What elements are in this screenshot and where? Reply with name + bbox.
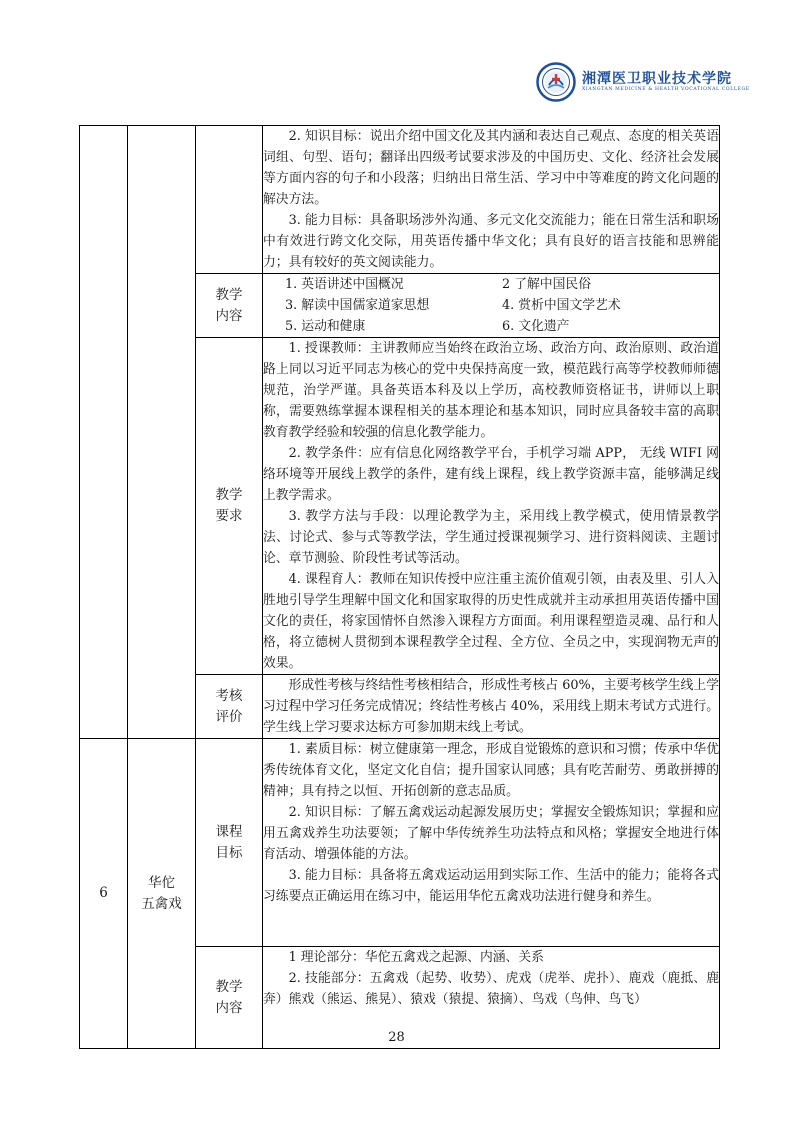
list-item: 2 了解中国民俗: [502, 277, 591, 292]
list-item: 5. 运动和健康: [285, 319, 366, 334]
table-row: [80, 739, 720, 947]
school-name-english: XIANGTAN MEDICINE & HEALTH VOCATIONAL COLLEGE: [582, 87, 750, 92]
row5-goal-label-cell: [196, 126, 263, 274]
goal-paragraph: 2. 知识目标：了解五禽戏运动起源发展历史；掌握安全锻炼知识；掌握和应用五禽戏养生功法要领；了解中华传统养生功法特点和风格；掌握安全地进行体育活动、增强体能的方法。: [263, 805, 719, 862]
row6-number: 6: [80, 739, 128, 1049]
row5-content-cell: [263, 274, 720, 338]
row5-assessment-cell: [263, 675, 720, 739]
assessment-label: 考核评价: [196, 675, 263, 739]
row6-goal-cell: [263, 739, 720, 947]
requirement-paragraph: 3. 教学方法与手段：以理论教学为主，采用线上教学模式，使用情景教学法、讨论式、参与式等教学法，学生通过授课视频学习、进行资料阅读、主题讨论、章节测验、阶段性考试等活动。: [263, 509, 719, 566]
goal-paragraph: 2. 知识目标：说出介绍中国文化及其内涵和表达自己观点、态度的相关英语词组、句型、语句；翻译出四级考试要求涉及的中国历史、文化、经济社会发展等方面内容的句子和小段落；归纳出日常生活、学习中中等难度的跨文化问题的解决方法。: [263, 129, 719, 207]
course-table: [79, 125, 720, 1049]
school-emblem-icon: [536, 62, 576, 102]
row5-number-cell: [80, 126, 128, 739]
list-item: 6. 文化遗产: [502, 319, 570, 334]
requirements-label: 教学要求: [196, 338, 263, 675]
content-paragraph: 1 理论部分：华佗五禽戏之起源、内涵、关系: [288, 950, 544, 965]
row5-course-cell: [128, 126, 196, 739]
goal-paragraph: 1. 素质目标：树立健康第一理念，形成自觉锻炼的意识和习惯；传承中华优秀传统体育文化，坚定文化自信；提升国家认同感；具有吃苦耐劳、勇敢拼搏的精神；具有持之以恒、开拓创新的意志品质。: [263, 742, 719, 799]
list-item: 3. 解读中国儒家道家思想: [285, 298, 430, 313]
goal-label: 课程目标: [196, 739, 263, 947]
school-name: 湘潭医卫职业技术学院: [582, 71, 732, 87]
content-paragraph: 2. 技能部分：五禽戏（起势、收势）、虎戏（虎举、虎扑）、鹿戏（鹿抵、鹿奔）熊戏（熊运、熊晃）、猿戏（猿提、猿摘）、鸟戏（鸟伸、鸟飞）: [263, 971, 719, 1007]
requirement-paragraph: 1. 授课教师：主讲教师应当始终在政治立场、政治方向、政治原则、政治道路上同以习近平同志为核心的党中央保持高度一致，模范践行高等学校教师师德规范，治学严谨。具备英语本科及以上学历，高校教师资格证书，讲师以上职称，需要熟练掌握本课程相关的基本理论和基本知识，同时应具备较丰富的高职教育教学经验和较强的信息化教学能力。: [263, 341, 719, 440]
row5-requirements-cell: [263, 338, 720, 675]
list-item: 1. 英语讲述中国概况: [285, 277, 404, 292]
row5-goal-cell: [263, 126, 720, 274]
requirement-paragraph: 4. 课程育人：教师在知识传授中应注重主流价值观引领，由表及里、引人入胜地引导学生理解中国文化和国家取得的历史性成就并主动承担用英语传播中国文化的责任，将家国情怀自然渗入课程方方面面。利用课程塑造灵魂、品行和人格，将立德树人贯彻到本课程教学全过程、全方位、全员之中，实现润物无声的效果。: [263, 572, 719, 671]
content-list: [263, 274, 719, 337]
goal-paragraph: 3. 能力目标：具备职场涉外沟通、多元文化交流能力；能在日常生活和职场中有效进行跨文化交际，用英语传播中华文化；具有良好的语言技能和思辨能力；具有较好的英文阅读能力。: [263, 213, 719, 270]
goal-paragraph: 3. 能力目标：具备将五禽戏运动运用到实际工作、生活中的能力；能将各式习练要点正确运用在练习中，能运用华佗五禽戏功法进行健身和养生。: [263, 868, 719, 904]
row6-course-name: 华佗 五禽戏: [128, 739, 196, 1049]
assessment-text: 形成性考核与终结性考核相结合，形成性考核占 60%，主要考核学生线上学习过程中学习任务完成情况；终结性考核占 40%，采用线上期末考试方式进行。学生线上学习要求达标方可参加期末线上考试。: [263, 678, 719, 735]
requirement-paragraph: 2. 教学条件：应有信息化网络教学平台，手机学习端 APP， 无线 WIFI 网络环境等开展线上教学的条件，建有线上课程，线上教学资源丰富，能够满足线上教学需求。: [263, 446, 719, 503]
page-number: 28: [388, 1030, 405, 1045]
content-label: 教学内容: [196, 274, 263, 338]
content-label: 教学内容: [196, 947, 263, 1049]
school-logo: [536, 62, 761, 106]
table-row: [80, 126, 720, 274]
list-item: 4. 赏析中国文学艺术: [502, 298, 621, 313]
